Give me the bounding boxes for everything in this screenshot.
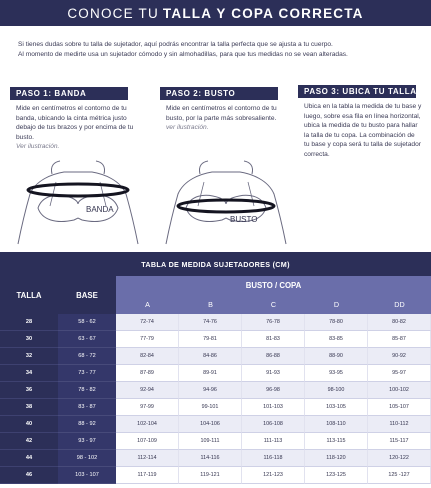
table-row	[0, 382, 431, 399]
cup-header-b: B	[208, 300, 213, 309]
step-3-text: Ubica en la tabla la medida de tu base y luego, sobre esa fila en línea horizontal, ubica la medida de tu busto para hallar la talla de tu copa. La combinación de tu base y copa será tu talla de sujetador correcta.	[304, 103, 422, 158]
cell-base: 103 - 107	[58, 467, 116, 484]
cell-busto: 102-104	[116, 416, 179, 433]
step-2-body: Mide en centímetros el contorno de tu busto, por la parte más sobresaliente.	[166, 105, 277, 122]
cell-talla: 32	[0, 348, 58, 365]
cell-busto: 100-102	[368, 382, 431, 399]
cup-header-row	[116, 295, 431, 314]
cell-talla: 36	[0, 382, 58, 399]
table-row	[0, 467, 431, 484]
cell-base: 68 - 72	[58, 348, 116, 365]
cell-talla: 44	[0, 450, 58, 467]
step-2-title: PASO 2: BUSTO	[160, 87, 278, 100]
cell-busto: 108-110	[305, 416, 368, 433]
cell-busto: 77-79	[116, 331, 179, 348]
cell-talla: 34	[0, 365, 58, 382]
intro-line-1: Si tienes dudas sobre tu talla de sujetador, aquí podrás encontrar la talla perfecta que se ajusta a tu cuerpo.	[18, 41, 333, 48]
cell-base: 93 - 97	[58, 433, 116, 450]
cell-busto: 119-121	[179, 467, 242, 484]
cell-talla: 30	[0, 331, 58, 348]
cell-busto: 95-97	[368, 365, 431, 382]
cell-busto: 115-117	[368, 433, 431, 450]
intro-line-2: Al momento de medirte usa un sujetador cómodo y sin almohadillas, para que tus medidas no se vean alteradas.	[18, 51, 348, 58]
cell-base: 73 - 77	[58, 365, 116, 382]
cell-talla: 38	[0, 399, 58, 416]
cell-busto: 88-90	[305, 348, 368, 365]
cell-busto: 103-105	[305, 399, 368, 416]
cell-busto: 106-108	[242, 416, 305, 433]
step-1-title: PASO 1: BANDA	[10, 87, 128, 100]
table-row	[0, 348, 431, 365]
header-bold-text: TALLA Y COPA CORRECTA	[162, 5, 364, 21]
band-fig-label: BANDA	[86, 205, 114, 214]
cell-busto: 105-107	[368, 399, 431, 416]
cell-busto: 94-96	[179, 382, 242, 399]
cell-base: 98 - 102	[58, 450, 116, 467]
cell-base: 83 - 87	[58, 399, 116, 416]
cell-busto: 104-106	[179, 416, 242, 433]
cell-busto: 118-120	[305, 450, 368, 467]
cell-busto: 93-95	[305, 365, 368, 382]
cell-busto: 107-109	[116, 433, 179, 450]
cell-busto: 74-76	[179, 314, 242, 331]
cell-busto: 79-81	[179, 331, 242, 348]
cell-busto: 98-100	[305, 382, 368, 399]
table-row	[0, 450, 431, 467]
cell-talla: 28	[0, 314, 58, 331]
cell-busto: 83-85	[305, 331, 368, 348]
intro-text	[18, 40, 418, 60]
cell-busto: 96-98	[242, 382, 305, 399]
cell-busto: 113-115	[305, 433, 368, 450]
cell-busto: 123-125	[305, 467, 368, 484]
cell-busto: 121-123	[242, 467, 305, 484]
table-row	[0, 365, 431, 382]
cell-busto: 125 -127	[368, 467, 431, 484]
step-3-title: PASO 3: UBICA TU TALLA	[298, 85, 416, 98]
cell-base: 78 - 82	[58, 382, 116, 399]
cup-header-dd: DD	[394, 300, 405, 309]
step-1-note: Ver ilustración.	[16, 143, 60, 151]
cell-busto: 114-116	[179, 450, 242, 467]
bust-fig-label: BUSTO	[230, 215, 258, 224]
cup-header-a: A	[145, 300, 150, 309]
cell-base: 58 - 62	[58, 314, 116, 331]
cell-busto: 120-122	[368, 450, 431, 467]
cell-busto: 117-119	[116, 467, 179, 484]
cell-busto: 110-112	[368, 416, 431, 433]
cell-busto: 87-89	[116, 365, 179, 382]
cell-busto: 90-92	[368, 348, 431, 365]
step-1-text	[16, 104, 144, 152]
col-header-talla: TALLA	[0, 276, 58, 314]
page-header	[0, 0, 431, 26]
cell-busto: 76-78	[242, 314, 305, 331]
cell-busto: 72-74	[116, 314, 179, 331]
step-2-note: ver ilustración.	[166, 124, 209, 132]
cup-header-d: D	[333, 300, 340, 309]
cell-busto: 92-94	[116, 382, 179, 399]
cell-busto: 97-99	[116, 399, 179, 416]
cell-talla: 42	[0, 433, 58, 450]
cup-header-c: C	[270, 300, 277, 309]
cell-busto: 112-114	[116, 450, 179, 467]
cell-busto: 111-113	[242, 433, 305, 450]
cell-busto: 82-84	[116, 348, 179, 365]
table-row	[0, 399, 431, 416]
col-header-base: BASE	[58, 276, 116, 314]
cell-busto: 81-83	[242, 331, 305, 348]
cell-busto: 78-80	[305, 314, 368, 331]
cell-busto: 101-103	[242, 399, 305, 416]
size-table-body	[0, 314, 431, 484]
cell-busto: 80-82	[368, 314, 431, 331]
cell-busto: 84-86	[179, 348, 242, 365]
table-row	[0, 416, 431, 433]
cell-busto: 91-93	[242, 365, 305, 382]
table-row	[0, 433, 431, 450]
cell-talla: 46	[0, 467, 58, 484]
header-light-text: CONOCE TU	[67, 5, 159, 21]
cell-busto: 89-91	[179, 365, 242, 382]
cell-busto: 86-88	[242, 348, 305, 365]
band-measure-illustration	[12, 160, 144, 246]
cell-busto: 109-111	[179, 433, 242, 450]
cell-base: 63 - 67	[58, 331, 116, 348]
table-title: TABLA DE MEDIDA SUJETADORES (CM)	[0, 252, 431, 276]
cell-busto: 99-101	[179, 399, 242, 416]
table-row	[0, 314, 431, 331]
cell-busto: 85-87	[368, 331, 431, 348]
cell-base: 88 - 92	[58, 416, 116, 433]
cell-busto: 116-118	[242, 450, 305, 467]
step-2-text	[166, 104, 294, 133]
col-header-busto: BUSTO / COPA	[116, 276, 431, 295]
cell-talla: 40	[0, 416, 58, 433]
step-1-body: Mide en centímetros el contorno de tu banda, ubicando la cinta métrica justo debajo de tus brazos y por encima de tu busto.	[16, 105, 134, 141]
table-row	[0, 331, 431, 348]
bust-measure-illustration	[160, 160, 292, 246]
